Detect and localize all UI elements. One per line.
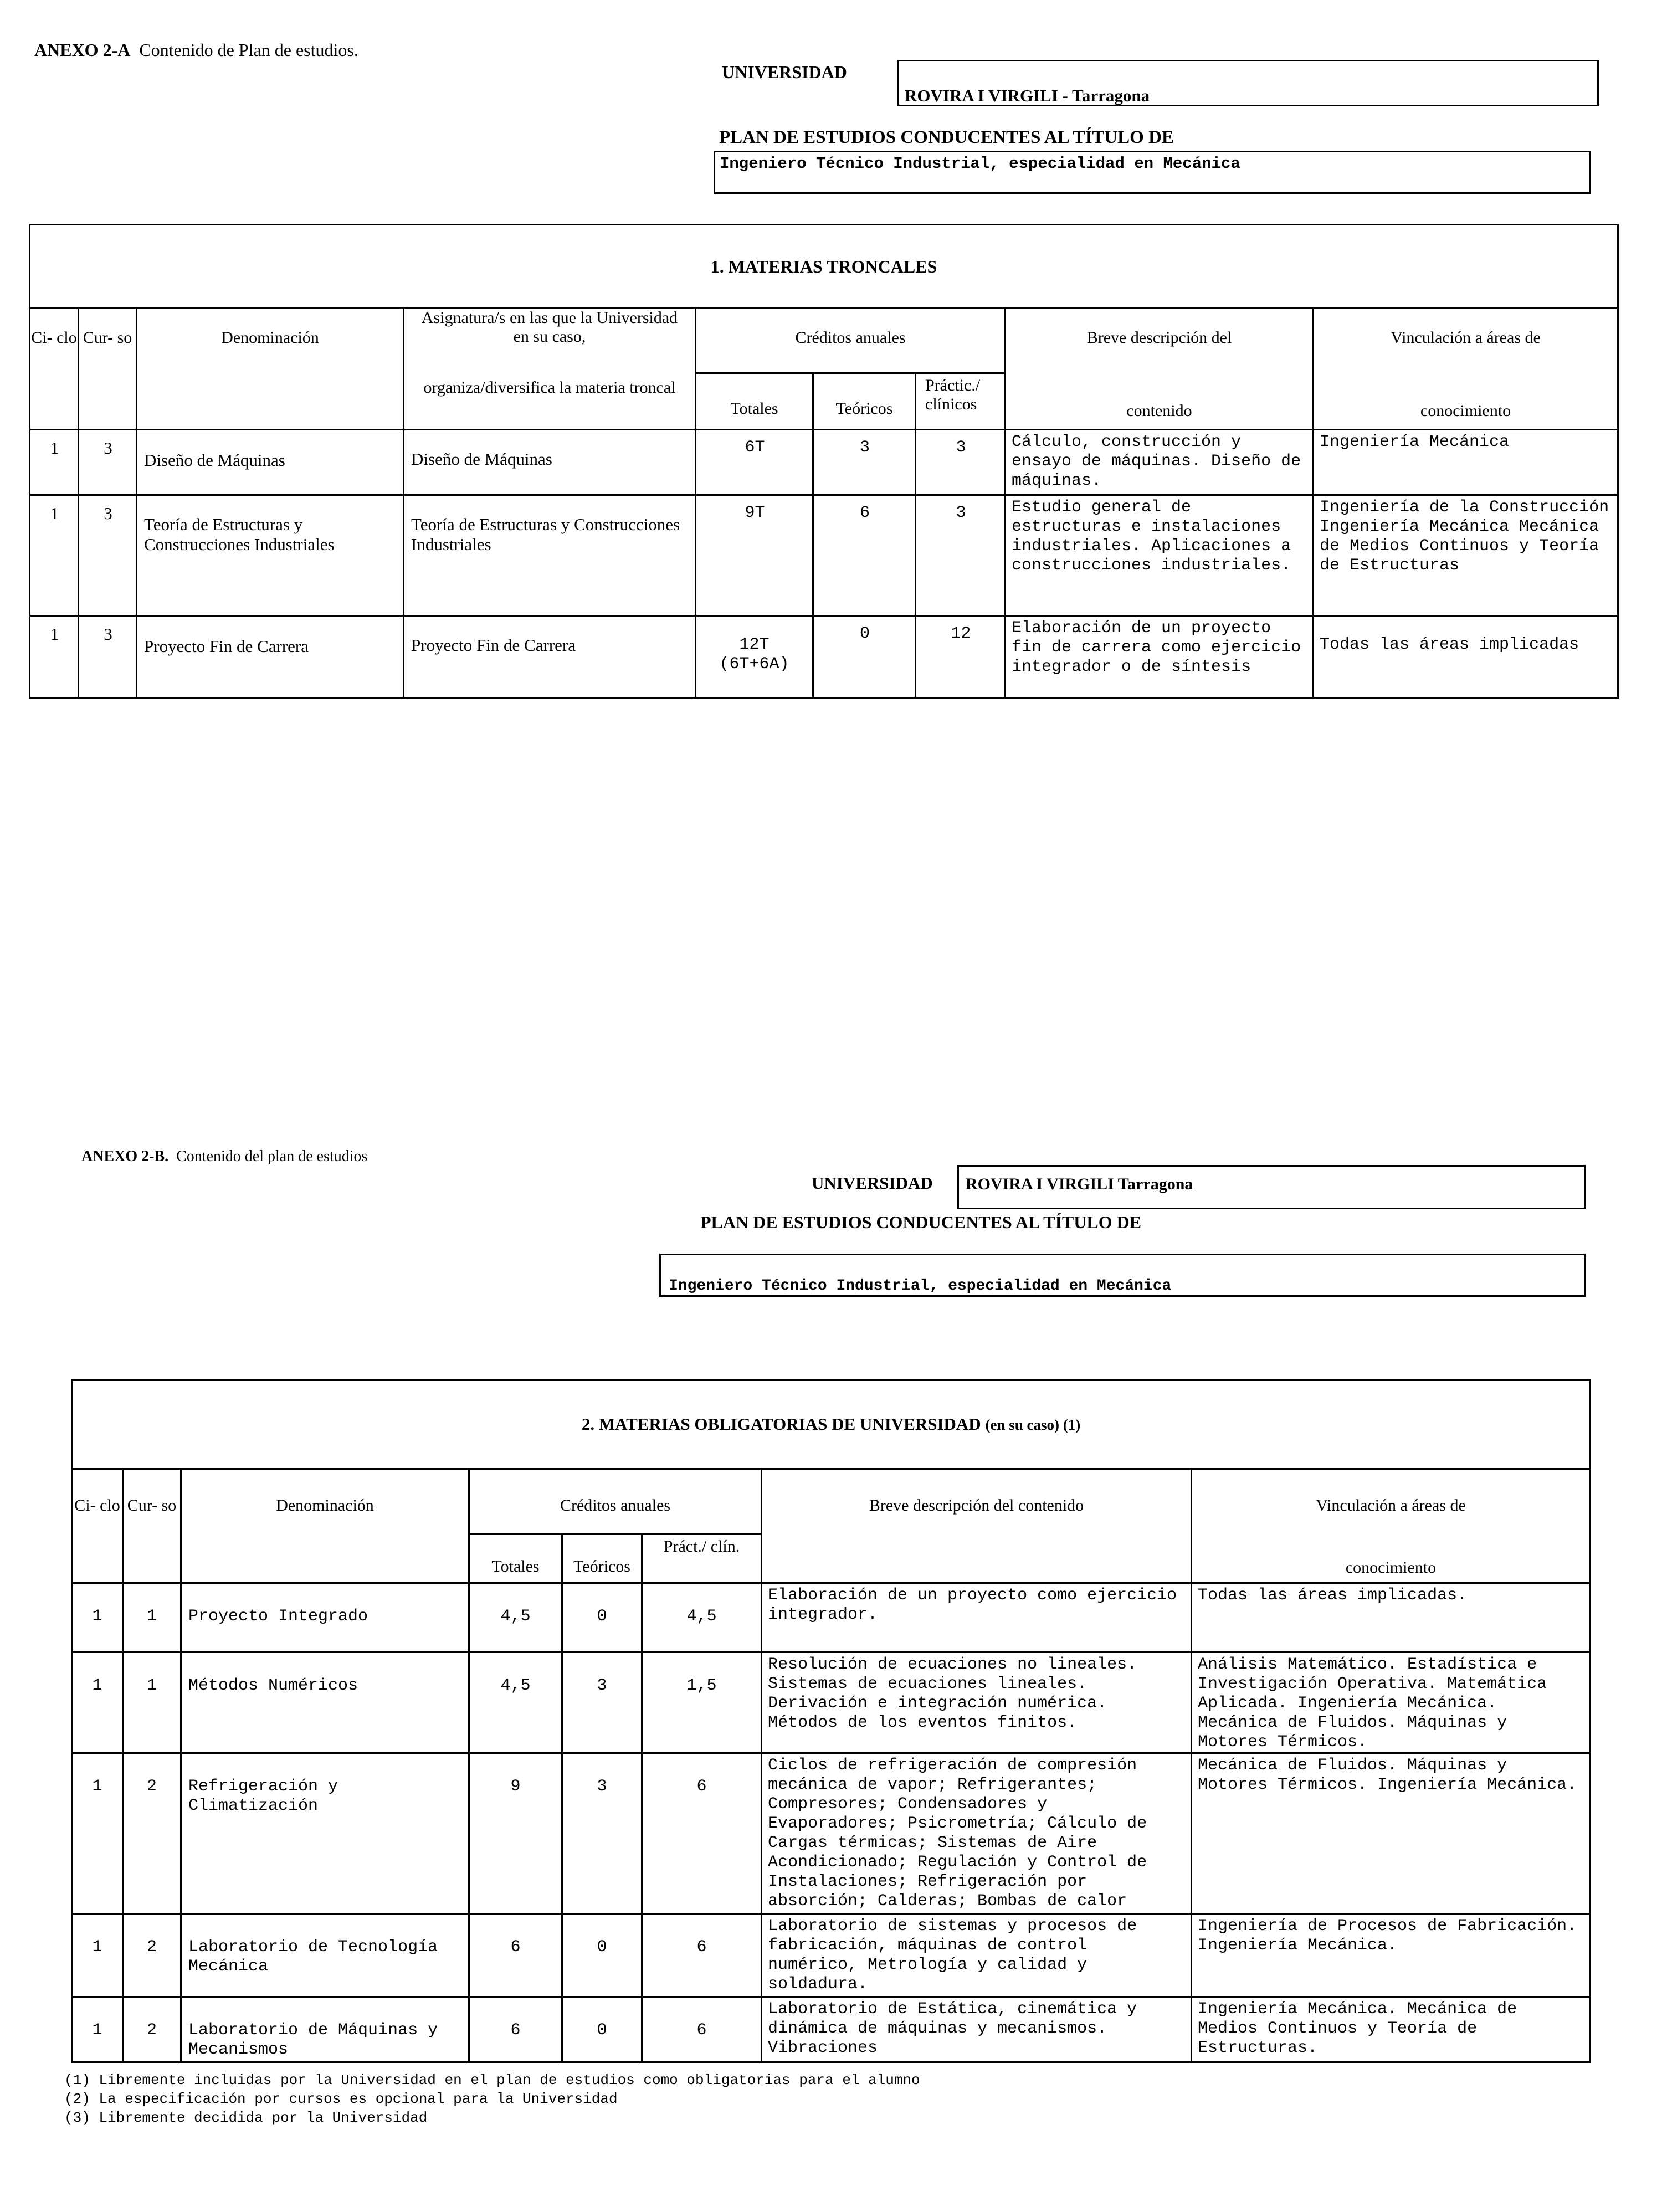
table-row (72, 1997, 1591, 2062)
cell-descripcion: Laboratorio de sistemas y procesos de fabricación, máquinas de control numérico, Metrología y calidad y soldadura. (762, 1914, 1192, 1997)
cell-ciclo: 1 (72, 1997, 123, 2062)
cell-curso: 3 (79, 430, 137, 495)
table-row (72, 1753, 1591, 1914)
cell-totales: 12T (6T+6A) (696, 616, 813, 698)
cell-vinculacion: Ingeniería Mecánica. Mecánica de Medios Continuos y Teoría de Estructuras. (1192, 1997, 1591, 2062)
annex-b-universidad-value: ROVIRA I VIRGILI Tarragona (966, 1175, 1193, 1193)
col-ciclo: Ci- clo (72, 1469, 123, 1583)
cell-descripcion: Cálculo, construcción y ensayo de máquinas. Diseño de máquinas. (1006, 430, 1314, 495)
cell-asignatura: Proyecto Fin de Carrera (404, 616, 696, 698)
col-descripcion: Breve descripción del contenido (762, 1469, 1192, 1583)
annex-a-heading-text: Contenido de Plan de estudios. (139, 40, 358, 60)
col-curso: Cur- so (123, 1469, 181, 1583)
cell-ciclo: 1 (72, 1583, 123, 1652)
cell-ciclo: 1 (72, 1914, 123, 1997)
cell-totales: 4,5 (469, 1583, 562, 1652)
annex-a-universidad-box (897, 60, 1599, 106)
cell-teoricos: 6 (813, 495, 916, 616)
annex-b-heading-text: Contenido del plan de estudios (176, 1148, 368, 1165)
table-row (30, 430, 1618, 495)
cell-ciclo: 1 (72, 1652, 123, 1753)
cell-denominacion: Refrigeración y Climatización (181, 1753, 469, 1914)
cell-totales: 9T (696, 495, 813, 616)
cell-teoricos: 3 (813, 430, 916, 495)
cell-ciclo: 1 (30, 495, 79, 616)
cell-ciclo: 1 (30, 616, 79, 698)
cell-denominacion: Métodos Numéricos (181, 1652, 469, 1753)
annex-b-universidad-box (957, 1165, 1586, 1209)
col-vinculacion-line1: Vinculación a áreas de (1316, 1496, 1466, 1515)
col-vinculacion-line2: conocimiento (1345, 1558, 1437, 1577)
cell-vinculacion: Ingeniería de la Construcción Ingeniería Mecánica Mecánica de Medios Continuos y Teoría de Estructuras (1314, 495, 1618, 616)
table-row (30, 495, 1618, 616)
footnotes (64, 2071, 1560, 2127)
cell-totales: 6 (469, 1997, 562, 2062)
cell-practicos: 12 (916, 616, 1006, 698)
annex-a-heading (34, 40, 358, 60)
cell-teoricos: 0 (562, 1914, 642, 1997)
annex-a-universidad-value: ROVIRA I VIRGILI - Tarragona (905, 86, 1150, 105)
cell-totales: 6T (696, 430, 813, 495)
cell-teoricos: 3 (562, 1753, 642, 1914)
cell-denominacion: Proyecto Integrado (181, 1583, 469, 1652)
col-asignatura-line2: organiza/diversifica la materia troncal (423, 378, 676, 397)
cell-practicos: 6 (642, 1753, 762, 1914)
cell-practicos: 1,5 (642, 1652, 762, 1753)
cell-denominacion: Laboratorio de Máquinas y Mecanismos (181, 1997, 469, 2062)
annex-a-plan-label: PLAN DE ESTUDIOS CONDUCENTES AL TÍTULO DE (719, 127, 1174, 147)
cell-teoricos: 3 (562, 1652, 642, 1753)
footnote: (2) La especificación por cursos es opcional para la Universidad (64, 2091, 618, 2107)
annex-b-plan-value: Ingeniero Técnico Industrial, especialidad en Mecánica (669, 1277, 1172, 1295)
col-creditos: Créditos anuales (696, 308, 1006, 373)
annex-a-plan-value: Ingeniero Técnico Industrial, especialidad en Mecánica (720, 155, 1240, 173)
cell-vinculacion: Todas las áreas implicadas. (1192, 1583, 1591, 1652)
table-row (30, 616, 1618, 698)
obligatorias-table (71, 1379, 1591, 2063)
cell-curso: 1 (123, 1652, 181, 1753)
annex-b-plan-label: PLAN DE ESTUDIOS CONDUCENTES AL TÍTULO DE (700, 1212, 1142, 1232)
col-practicos: Práct./ clín. (642, 1534, 762, 1583)
col-vinculacion (1314, 308, 1618, 430)
table-row (72, 1583, 1591, 1652)
cell-curso: 1 (123, 1583, 181, 1652)
troncales-table (29, 224, 1619, 699)
troncales-title: 1. MATERIAS TRONCALES (30, 225, 1618, 308)
col-practicos: Práctic./ clínicos (916, 373, 1006, 430)
cell-vinculacion: Todas las áreas implicadas (1314, 616, 1618, 698)
cell-asignatura: Teoría de Estructuras y Construcciones Industriales (404, 495, 696, 616)
col-teoricos: Teóricos (562, 1534, 642, 1583)
cell-denominacion: Teoría de Estructuras y Construcciones Industriales (137, 495, 404, 616)
cell-curso: 3 (79, 495, 137, 616)
cell-descripcion: Estudio general de estructuras e instalaciones industriales. Aplicaciones a construcciones industriales. (1006, 495, 1314, 616)
table-row (72, 1914, 1591, 1997)
cell-curso: 2 (123, 1753, 181, 1914)
col-vinculacion (1192, 1469, 1591, 1583)
cell-teoricos: 0 (562, 1583, 642, 1652)
cell-vinculacion: Ingeniería de Procesos de Fabricación. Ingeniería Mecánica. (1192, 1914, 1591, 1997)
cell-vinculacion: Ingeniería Mecánica (1314, 430, 1618, 495)
annex-b-heading-code: ANEXO 2-B. (81, 1148, 169, 1165)
cell-asignatura: Diseño de Máquinas (404, 430, 696, 495)
footnote: (1) Libremente incluidas por la Universidad en el plan de estudios como obligatorias para el alumno (64, 2072, 920, 2088)
cell-denominacion: Diseño de Máquinas (137, 430, 404, 495)
cell-practicos: 6 (642, 1997, 762, 2062)
footnote: (3) Libremente decidida por la Universidad (64, 2110, 428, 2126)
cell-totales: 4,5 (469, 1652, 562, 1753)
cell-teoricos: 0 (562, 1997, 642, 2062)
cell-denominacion: Proyecto Fin de Carrera (137, 616, 404, 698)
cell-curso: 3 (79, 616, 137, 698)
annex-b-plan-box (659, 1254, 1586, 1297)
cell-totales: 9 (469, 1753, 562, 1914)
obligatorias-title-suffix: (en su caso) (1) (985, 1416, 1081, 1433)
col-teoricos: Teóricos (813, 373, 916, 430)
cell-descripcion: Laboratorio de Estática, cinemática y dinámica de máquinas y mecanismos. Vibraciones (762, 1997, 1192, 2062)
cell-descripcion: Elaboración de un proyecto como ejercicio integrador. (762, 1583, 1192, 1652)
annex-b-universidad-label: UNIVERSIDAD (812, 1173, 933, 1193)
cell-descripcion: Resolución de ecuaciones no lineales. Sistemas de ecuaciones lineales. Derivación e integración numérica. Métodos de los eventos finitos. (762, 1652, 1192, 1753)
col-vinculacion-line2: conocimiento (1420, 402, 1511, 420)
col-asignatura-line1: Asignatura/s en las que la Universidad en su caso, (421, 309, 678, 346)
col-denominacion: Denominación (137, 308, 404, 430)
col-totales: Totales (696, 373, 813, 430)
cell-teoricos: 0 (813, 616, 916, 698)
obligatorias-title-text: 2. MATERIAS OBLIGATORIAS DE UNIVERSIDAD (581, 1414, 981, 1434)
annex-b-heading (81, 1147, 367, 1167)
cell-practicos: 6 (642, 1914, 762, 1997)
col-descripcion (1006, 308, 1314, 430)
cell-practicos: 3 (916, 430, 1006, 495)
annex-a-heading-code: ANEXO 2-A (34, 40, 131, 60)
cell-descripcion: Elaboración de un proyecto fin de carrera como ejercicio integrador o de síntesis (1006, 616, 1314, 698)
cell-ciclo: 1 (72, 1753, 123, 1914)
col-ciclo: Ci- clo (30, 308, 79, 430)
col-totales: Totales (469, 1534, 562, 1583)
col-asignatura (404, 308, 696, 430)
cell-practicos: 3 (916, 495, 1006, 616)
annex-a-plan-box (714, 151, 1591, 194)
cell-vinculacion: Análisis Matemático. Estadística e Investigación Operativa. Matemática Aplicada. Ingeniería Mecánica. Mecánica de Fluidos. Máquinas y Motores Térmicos. (1192, 1652, 1591, 1753)
cell-vinculacion: Mecánica de Fluidos. Máquinas y Motores Térmicos. Ingeniería Mecánica. (1192, 1753, 1591, 1914)
col-descripcion-line2: contenido (1126, 402, 1192, 420)
col-vinculacion-line1: Vinculación a áreas de (1391, 329, 1541, 347)
cell-descripcion: Ciclos de refrigeración de compresión mecánica de vapor; Refrigerantes; Compresores; Condensadores y Evaporadores; Psicrometría; Cálculo de Cargas térmicas; Sistemas de Aire Acondicionado; Regulación y Control de Instalaciones; Refrigeración por absorción; Calderas; Bombas de calor (762, 1753, 1192, 1914)
obligatorias-title (72, 1380, 1591, 1469)
col-denominacion: Denominación (181, 1469, 469, 1583)
annex-a-universidad-label: UNIVERSIDAD (722, 62, 847, 82)
cell-totales: 6 (469, 1914, 562, 1997)
col-creditos: Créditos anuales (469, 1469, 762, 1534)
cell-ciclo: 1 (30, 430, 79, 495)
cell-curso: 2 (123, 1997, 181, 2062)
table-row (72, 1652, 1591, 1753)
col-descripcion-line1: Breve descripción del (1086, 329, 1232, 347)
cell-denominacion: Laboratorio de Tecnología Mecánica (181, 1914, 469, 1997)
cell-curso: 2 (123, 1914, 181, 1997)
cell-practicos: 4,5 (642, 1583, 762, 1652)
col-curso: Cur- so (79, 308, 137, 430)
